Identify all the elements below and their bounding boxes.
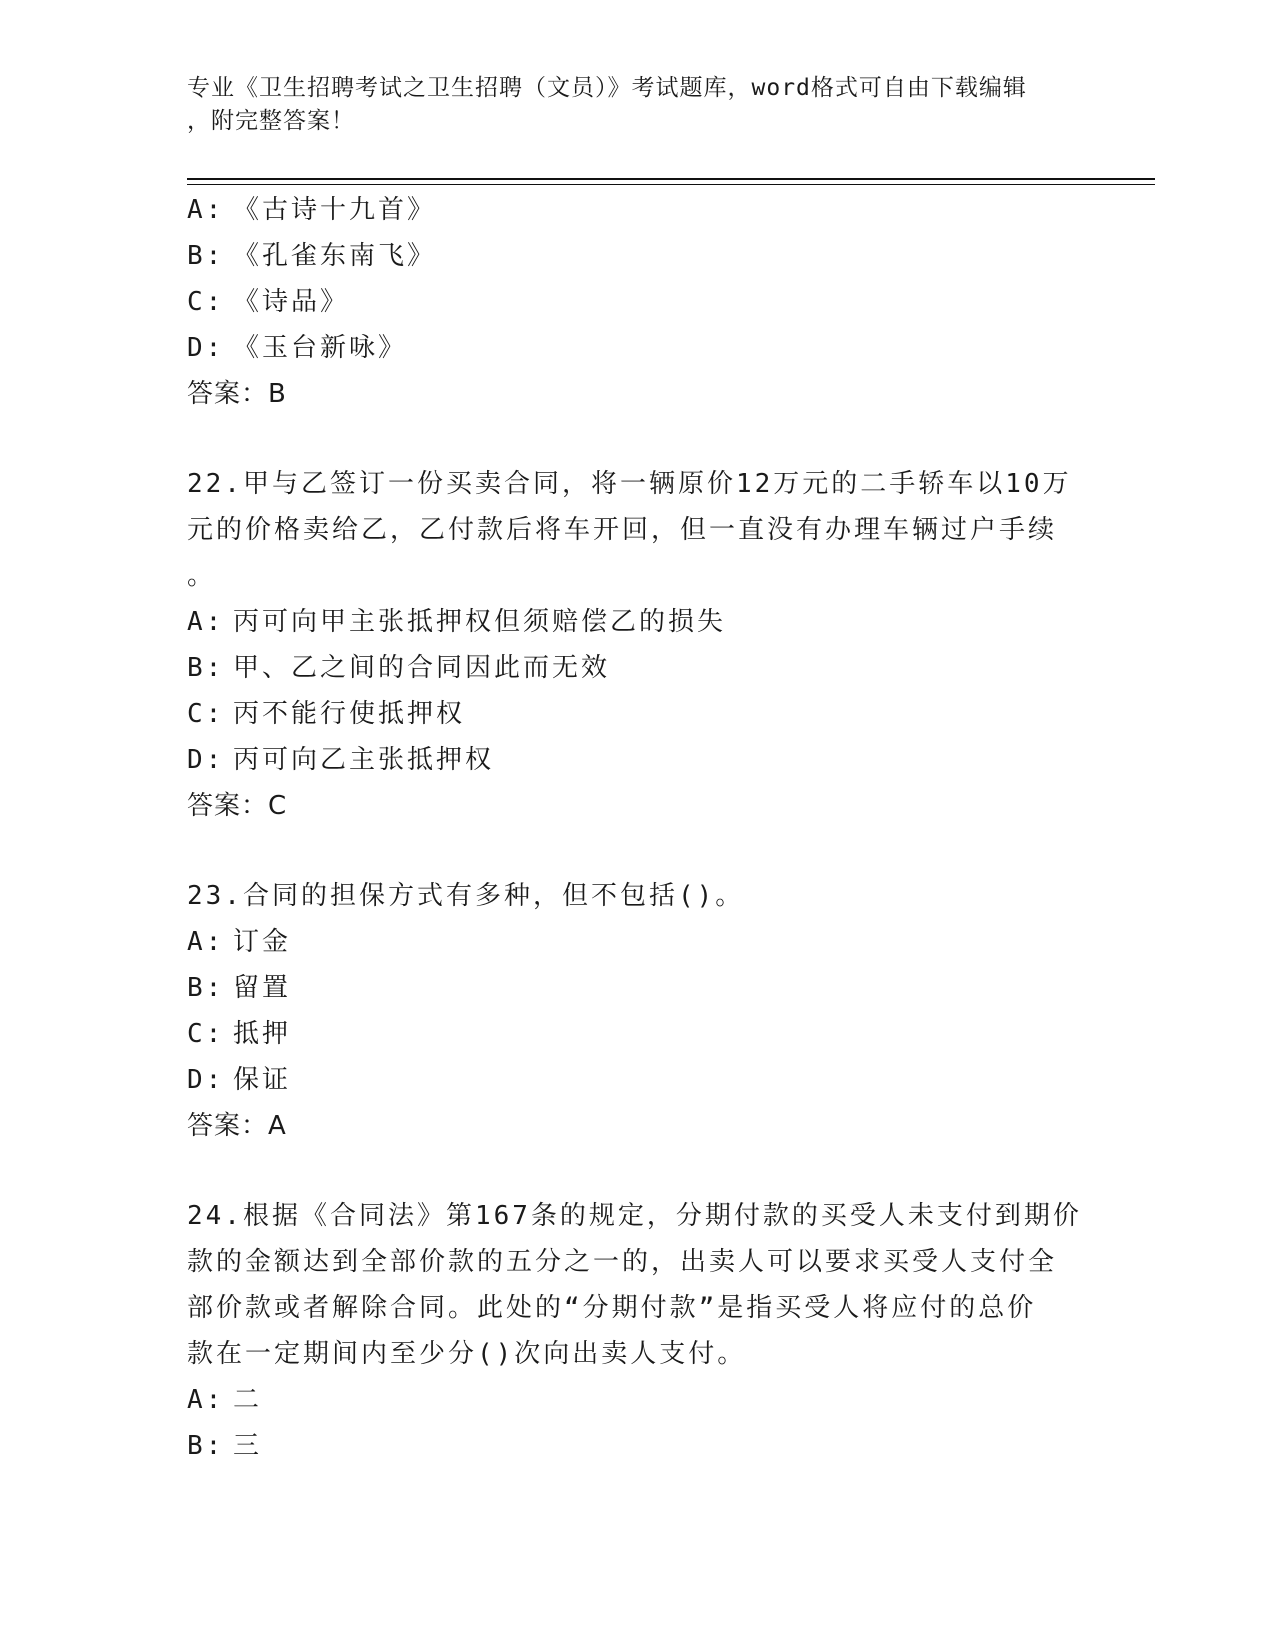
option-c	[187, 691, 1087, 737]
option-d	[187, 325, 1087, 371]
option-text: 二	[233, 1385, 263, 1415]
option-text: 《孔雀东南飞》	[233, 241, 437, 271]
option-letter: A:	[187, 927, 225, 957]
spacer	[187, 417, 1087, 461]
option-b	[187, 965, 1087, 1011]
answer-line: 答案：B	[187, 379, 287, 409]
option-letter: B:	[187, 1431, 225, 1461]
question-text-line: 款的金额达到全部价款的五分之一的，出卖人可以要求买受人支付全	[187, 1247, 1058, 1277]
question-22	[187, 461, 1087, 829]
option-text: 三	[233, 1431, 263, 1461]
option-c	[187, 279, 1087, 325]
question-text-line: 元的价格卖给乙，乙付款后将车开回，但一直没有办理车辆过户手续	[187, 515, 1058, 545]
option-letter: D:	[187, 745, 225, 775]
question-text-line: 23.合同的担保方式有多种，但不包括()。	[187, 881, 745, 911]
option-letter: A:	[187, 1385, 225, 1415]
question-24	[187, 1193, 1087, 1469]
option-text: 丙可向甲主张抵押权但须赔偿乙的损失	[233, 607, 727, 637]
header-divider-thick	[187, 178, 1155, 180]
option-d	[187, 1057, 1087, 1103]
question-text-line: 22.甲与乙签订一份买卖合同，将一辆原价12万元的二手轿车以10万	[187, 469, 1072, 499]
option-a	[187, 187, 1087, 233]
option-text: 丙不能行使抵押权	[233, 699, 466, 729]
option-letter: B:	[187, 973, 225, 1003]
option-text: 留置	[233, 973, 292, 1003]
option-text: 《诗品》	[233, 287, 350, 317]
option-letter: C:	[187, 287, 225, 317]
spacer	[187, 1149, 1087, 1193]
spacer	[187, 829, 1087, 873]
option-b	[187, 1423, 1087, 1469]
option-text: 《玉台新咏》	[233, 333, 408, 363]
header-line-2: ，附完整答案！	[187, 108, 355, 134]
option-letter: B:	[187, 653, 225, 683]
header-divider-thin	[187, 184, 1155, 185]
option-a	[187, 1377, 1087, 1423]
option-letter: D:	[187, 1065, 225, 1095]
answer-line: 答案：C	[187, 791, 288, 821]
option-letter: D:	[187, 333, 225, 363]
question-23	[187, 873, 1087, 1149]
option-a	[187, 599, 1087, 645]
option-text: 抵押	[233, 1019, 292, 1049]
option-text: 甲、乙之间的合同因此而无效	[233, 653, 611, 683]
option-b	[187, 233, 1087, 279]
question-text-line: 。	[187, 561, 217, 591]
question-text-line: 款在一定期间内至少分()次向出卖人支付。	[187, 1339, 747, 1369]
option-text: 保证	[233, 1065, 292, 1095]
option-text: 丙可向乙主张抵押权	[233, 745, 495, 775]
question-list	[187, 187, 1087, 1469]
question-text-line: 部价款或者解除合同。此处的“分期付款”是指买受人将应付的总价	[187, 1293, 1037, 1323]
answer-line: 答案：A	[187, 1111, 287, 1141]
header-line-1: 专业《卫生招聘考试之卫生招聘（文员）》考试题库，word格式可自由下载编辑	[187, 75, 1027, 101]
option-letter: B:	[187, 241, 225, 271]
option-text: 订金	[233, 927, 292, 957]
option-a	[187, 919, 1087, 965]
option-d	[187, 737, 1087, 783]
option-text: 《古诗十九首》	[233, 195, 437, 225]
option-letter: A:	[187, 607, 225, 637]
option-letter: C:	[187, 699, 225, 729]
question-text-line: 24.根据《合同法》第167条的规定，分期付款的买受人未支付到期价	[187, 1201, 1082, 1231]
option-c	[187, 1011, 1087, 1057]
question-21	[187, 187, 1087, 417]
option-letter: C:	[187, 1019, 225, 1049]
option-b	[187, 645, 1087, 691]
document-header	[187, 72, 1087, 138]
option-letter: A:	[187, 195, 225, 225]
